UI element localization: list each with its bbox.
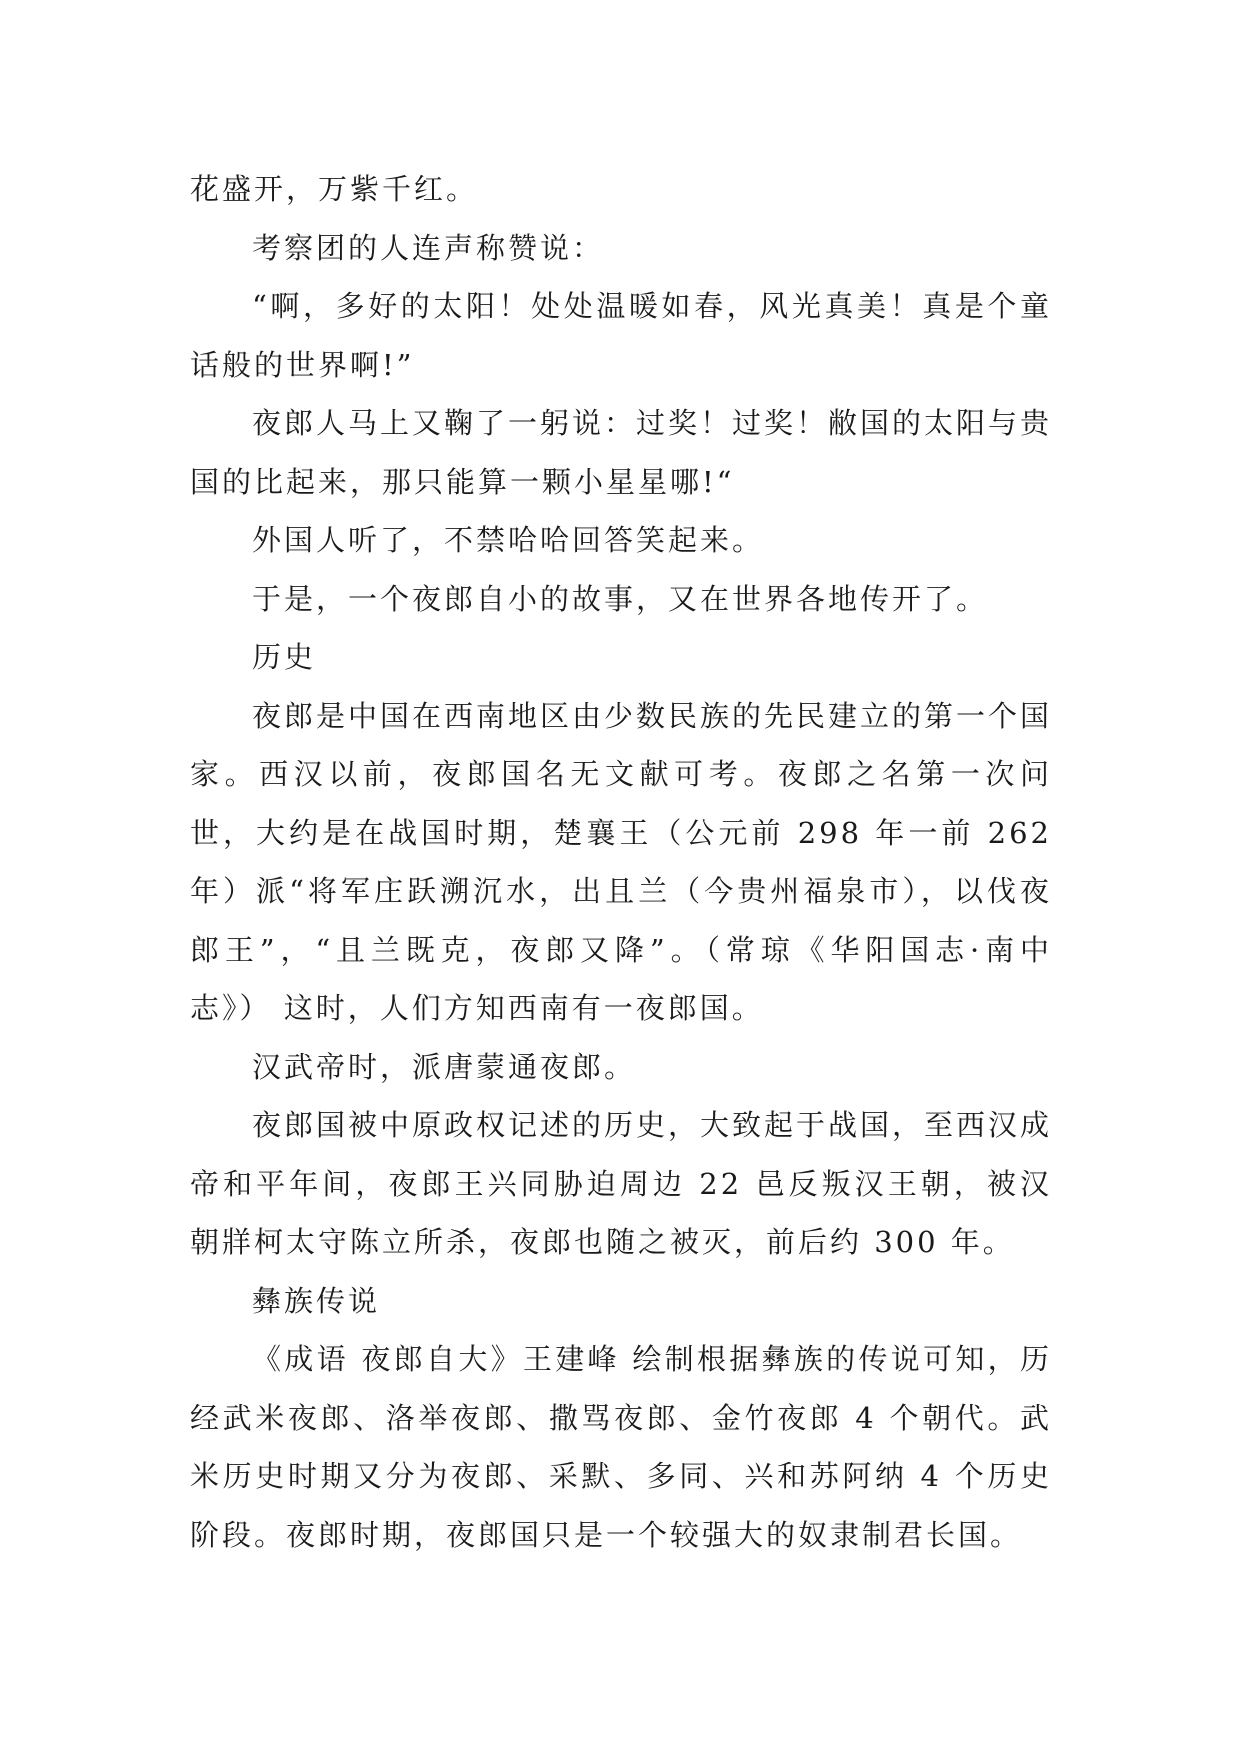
paragraph-continuation: 花盛开，万紫千红。 xyxy=(190,172,479,206)
paragraph: 夜郎国被中原政权记述的历史，大致起于战国，至西汉成帝和平年间，夜郎王兴同胁迫周边 22 邑反叛汉王朝，被汉朝牂柯太守陈立所杀，夜郎也随之被灭，前后约 300 年。 xyxy=(190,1108,1053,1259)
document-body xyxy=(190,160,1052,1564)
paragraph: 于是，一个夜郎自小的故事，又在世界各地传开了。 xyxy=(252,581,989,616)
paragraph: 外国人听了，不禁哈哈回答笑起来。 xyxy=(252,523,765,557)
paragraph-quote: “啊，多好的太阳！处处温暖如春，风光真美！真是个童话般的世界啊!” xyxy=(190,289,1052,382)
paragraph: 考察团的人连声称赞说： xyxy=(252,230,605,265)
paragraph: 夜郎人马上又鞠了一躬说：过奖！过奖！敝国的太阳与贵国的比起来，那只能算一颗小星星哪!“ xyxy=(190,406,1053,499)
paragraph: 汉武帝时，派唐蒙通夜郎。 xyxy=(252,1049,637,1084)
section-heading-yi-legend: 彝族传说 xyxy=(252,1283,381,1318)
paragraph: 《成语 夜郎自大》王建峰 绘制根据彝族的传说可知，历经武米夜郎、洛举夜郎、撒骂夜郎、金竹夜郎 4 个朝代。武米历史时期又分为夜郎、采默、多同、兴和苏阿纳 4 个历史阶段。夜郎时期，夜郎国只是一个较强大的奴隶制君长国。 xyxy=(190,1342,1052,1552)
section-heading-history: 历史 xyxy=(252,640,317,674)
paragraph: 夜郎是中国在西南地区由少数民族的先民建立的第一个国家。西汉以前，夜郎国名无文献可考。夜郎之名第一次问世，大约是在战国时期，楚襄王（公元前 298 年一前 262 年）派“将军庄跃溯沉水，出且兰（今贵州福泉市），以伐夜郎王”，“且兰既克，夜郎又降”。（常琼《华阳国志·南中志》） 这时，人们方知西南有一夜郎国。 xyxy=(190,698,1053,1025)
